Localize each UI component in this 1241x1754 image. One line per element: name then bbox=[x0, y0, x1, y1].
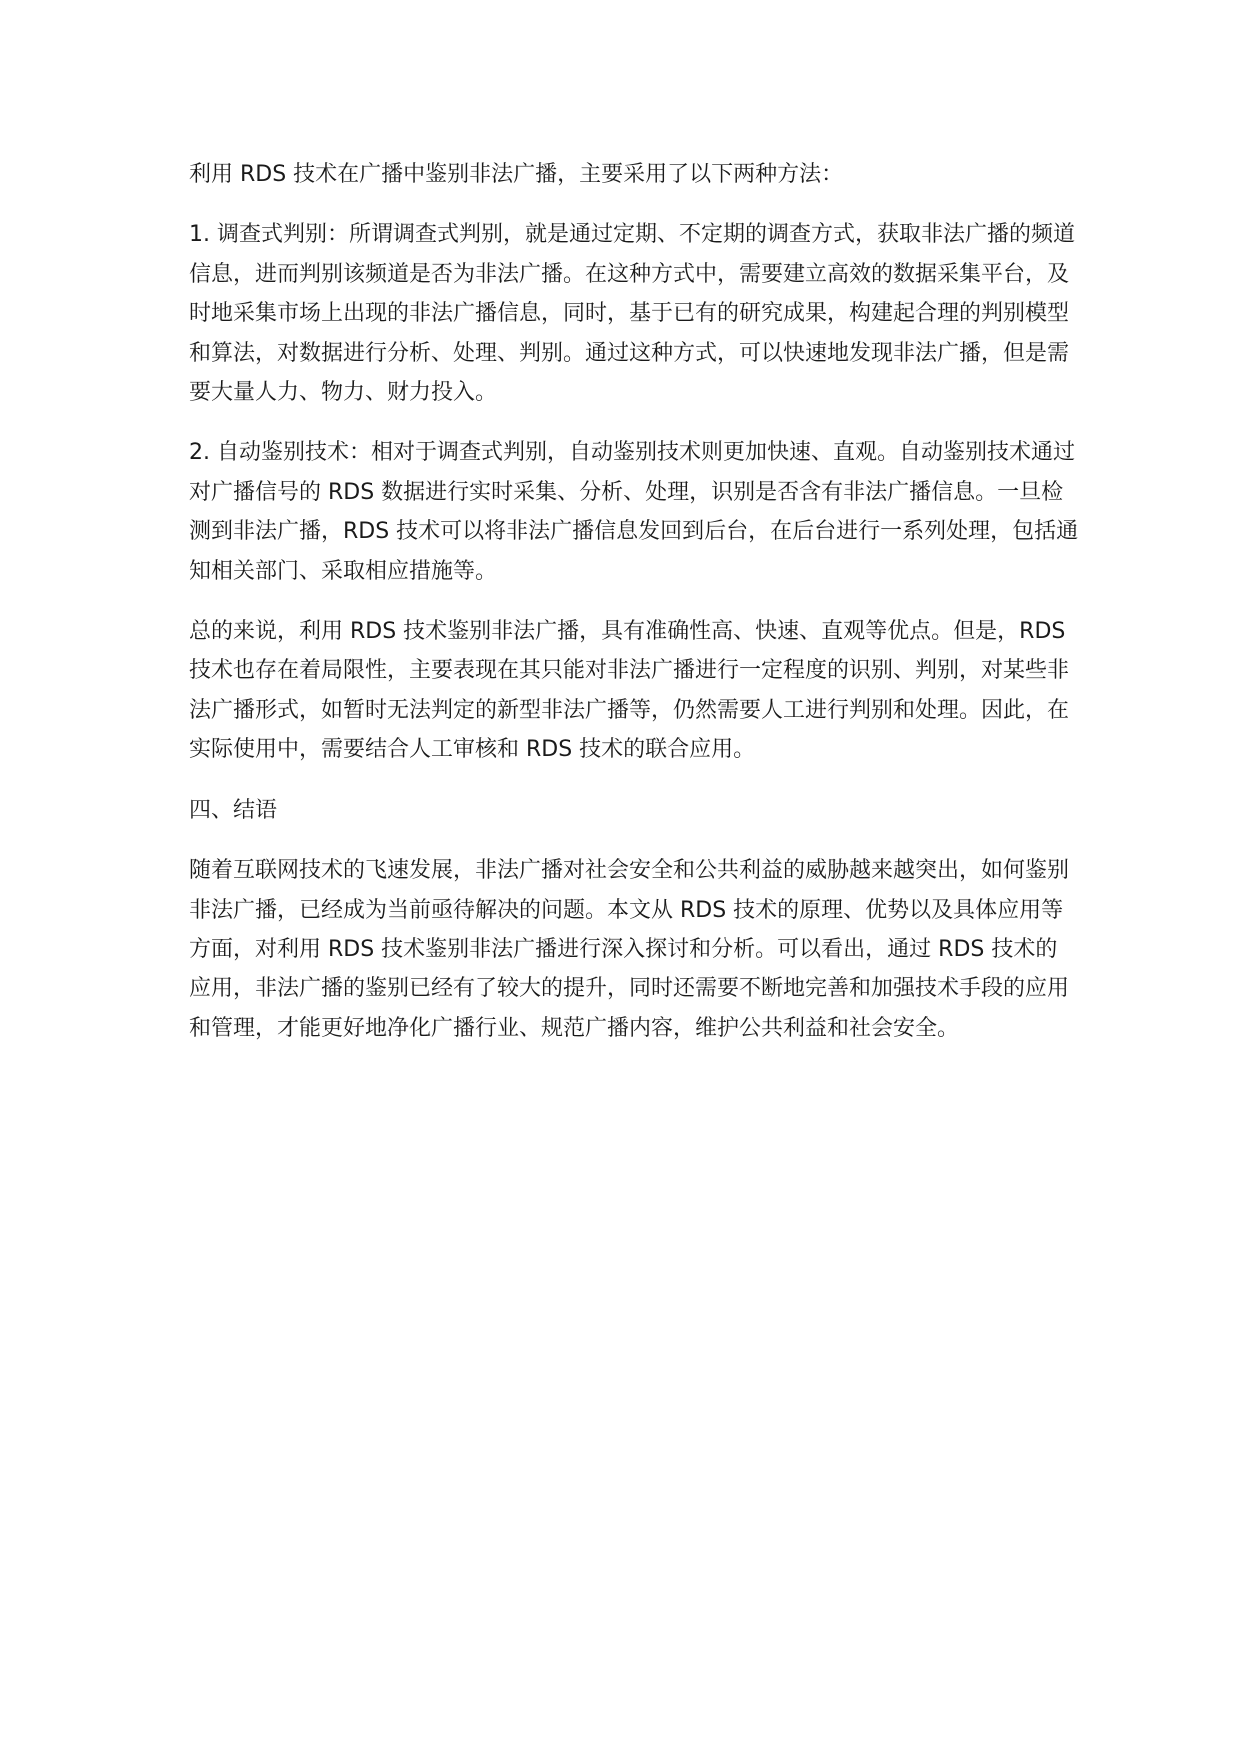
document-body bbox=[189, 155, 1079, 1048]
section-heading: 四、结语 bbox=[189, 797, 278, 823]
conclusion-paragraph: 随着互联网技术的飞速发展，非法广播对社会安全和公共利益的威胁越来越突出，如何鉴别非法广播，已经成为当前亟待解决的问题。本文从 RDS 技术的原理、优势以及具体应用等方面，对利用 RDS 技术鉴别非法广播进行深入探讨和分析。可以看出，通过 RDS 技术的应用，非法广播的鉴别已经有了较大的提升，同时还需要不断地完善和加强技术手段的应用和管理，才能更好地净化广播行业、规范广播内容，维护公共利益和社会安全。 bbox=[189, 858, 1070, 1041]
method-1-paragraph: 1. 调查式判别：所谓调查式判别，就是通过定期、不定期的调查方式，获取非法广播的频道信息，进而判别该频道是否为非法广播。在这种方式中，需要建立高效的数据采集平台，及时地采集市场上出现的非法广播信息，同时，基于已有的研究成果，构建起合理的判别模型和算法，对数据进行分析、处理、判别。通过这种方式，可以快速地发现非法广播，但是需要大量人力、物力、财力投入。 bbox=[189, 222, 1075, 406]
summary-paragraph: 总的来说，利用 RDS 技术鉴别非法广播，具有准确性高、快速、直观等优点。但是，RDS 技术也存在着局限性，主要表现在其只能对非法广播进行一定程度的识别、判别，对某些非法广播形式，如暂时无法判定的新型非法广播等，仍然需要人工进行判别和处理。因此，在实际使用中，需要结合人工审核和 RDS 技术的联合应用。 bbox=[189, 619, 1070, 763]
method-2-paragraph: 2. 自动鉴别技术：相对于调查式判别，自动鉴别技术则更加快速、直观。自动鉴别技术通过对广播信号的 RDS 数据进行实时采集、分析、处理，识别是否含有非法广播信息。一旦检测到非法广播，RDS 技术可以将非法广播信息发回到后台，在后台进行一系列处理，包括通知相关部门、采取相应措施等。 bbox=[189, 440, 1079, 584]
intro-paragraph: 利用 RDS 技术在广播中鉴别非法广播，主要采用了以下两种方法： bbox=[189, 162, 844, 187]
